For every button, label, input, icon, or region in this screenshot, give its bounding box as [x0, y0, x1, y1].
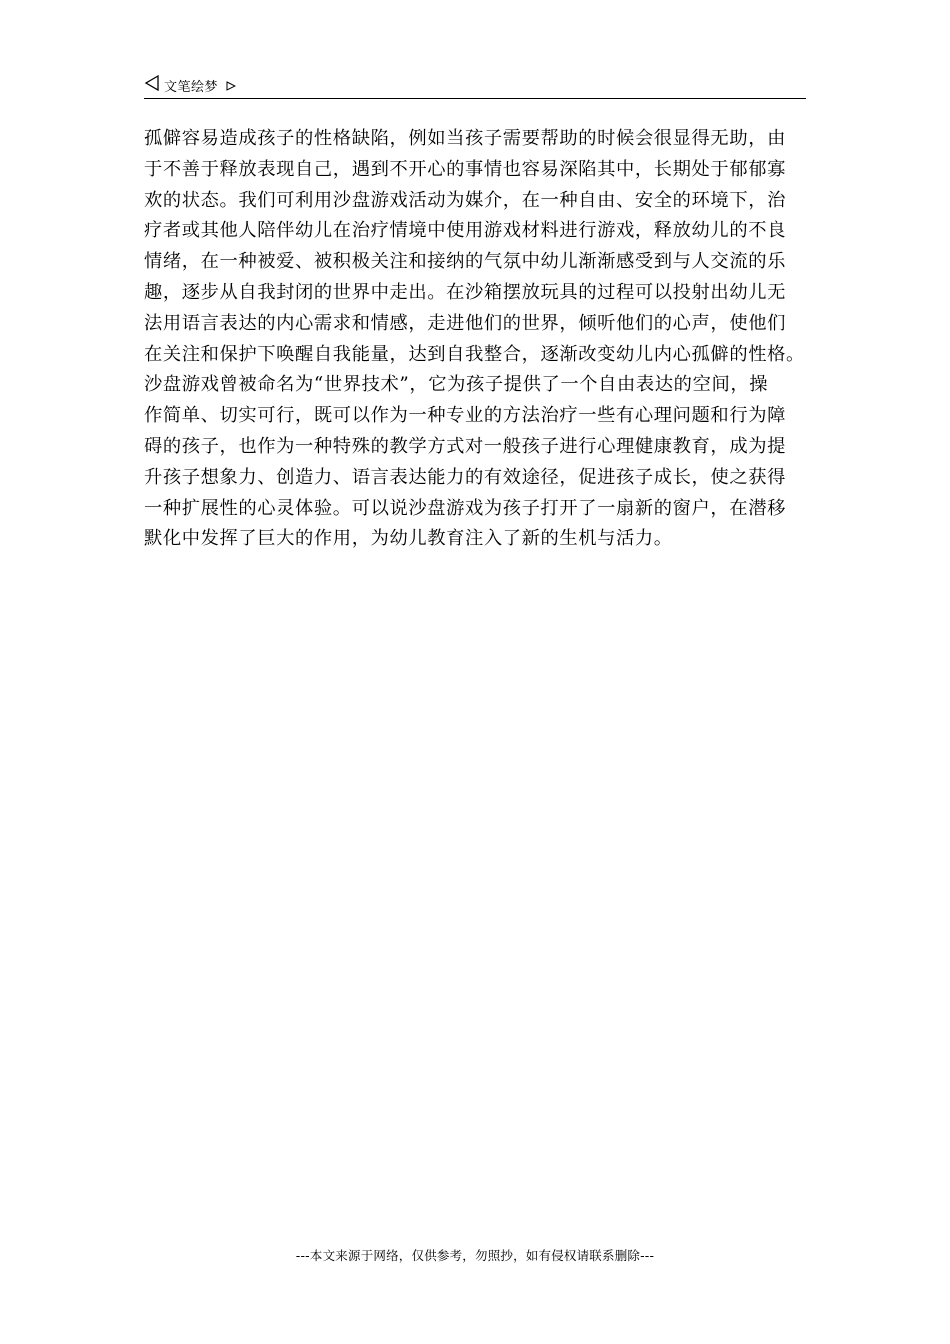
body-text — [144, 124, 812, 555]
page-footer: ---本文来源于网络，仅供参考，勿照抄，如有侵权请联系删除--- — [295, 1248, 655, 1263]
header-brand: 文笔绘梦 — [164, 79, 219, 95]
text-line: 一种扩展性的心灵体验。可以说沙盘游戏为孩子打开了一扇新的窗户，在潜移 — [144, 497, 786, 519]
text-line: 疗者或其他人陪伴幼儿在治疗情境中使用游戏材料进行游戏，释放幼儿的不良 — [144, 220, 786, 242]
triangle-left-outline-icon — [144, 75, 160, 95]
text-line: 作简单、切实可行，既可以作为一种专业的方法治疗一些有心理问题和行为障 — [144, 405, 786, 427]
text-line: 于不善于释放表现自己，遇到不开心的事情也容易深陷其中，长期处于郁郁寡 — [144, 158, 786, 180]
text-line: 趣，逐步从自我封闭的世界中走出。在沙箱摆放玩具的过程可以投射出幼儿无 — [144, 281, 786, 303]
text-line: 欢的状态。我们可利用沙盘游戏活动为媒介，在一种自由、安全的环境下，治 — [144, 189, 786, 211]
text-line: 升孩子想象力、创造力、语言表达能力的有效途径，促进孩子成长，使之获得 — [144, 466, 786, 488]
text-line: 孤僻容易造成孩子的性格缺陷，例如当孩子需要帮助的时候会很显得无助，由 — [144, 128, 786, 149]
triangle-right-outline-icon — [226, 76, 236, 95]
text-line: 在关注和保护下唤醒自我能量，达到自我整合，逐渐改变幼儿内心孤僻的性格。 — [144, 343, 805, 365]
text-line: 碍的孩子，也作为一种特殊的教学方式对一般孩子进行心理健康教育，成为提 — [144, 435, 786, 457]
page-header — [144, 74, 806, 99]
text-line: 情绪，在一种被爱、被积极关注和接纳的气氛中幼儿渐渐感受到与人交流的乐 — [144, 251, 786, 273]
text-line: 法用语言表达的内心需求和情感，走进他们的世界，倾听他们的心声，使他们 — [144, 312, 786, 334]
text-line: 沙盘游戏曾被命名为“世界技术”，它为孩子提供了一个自由表达的空间，操 — [144, 374, 769, 396]
text-line: 默化中发挥了巨大的作用，为幼儿教育注入了新的生机与活力。 — [144, 528, 673, 550]
